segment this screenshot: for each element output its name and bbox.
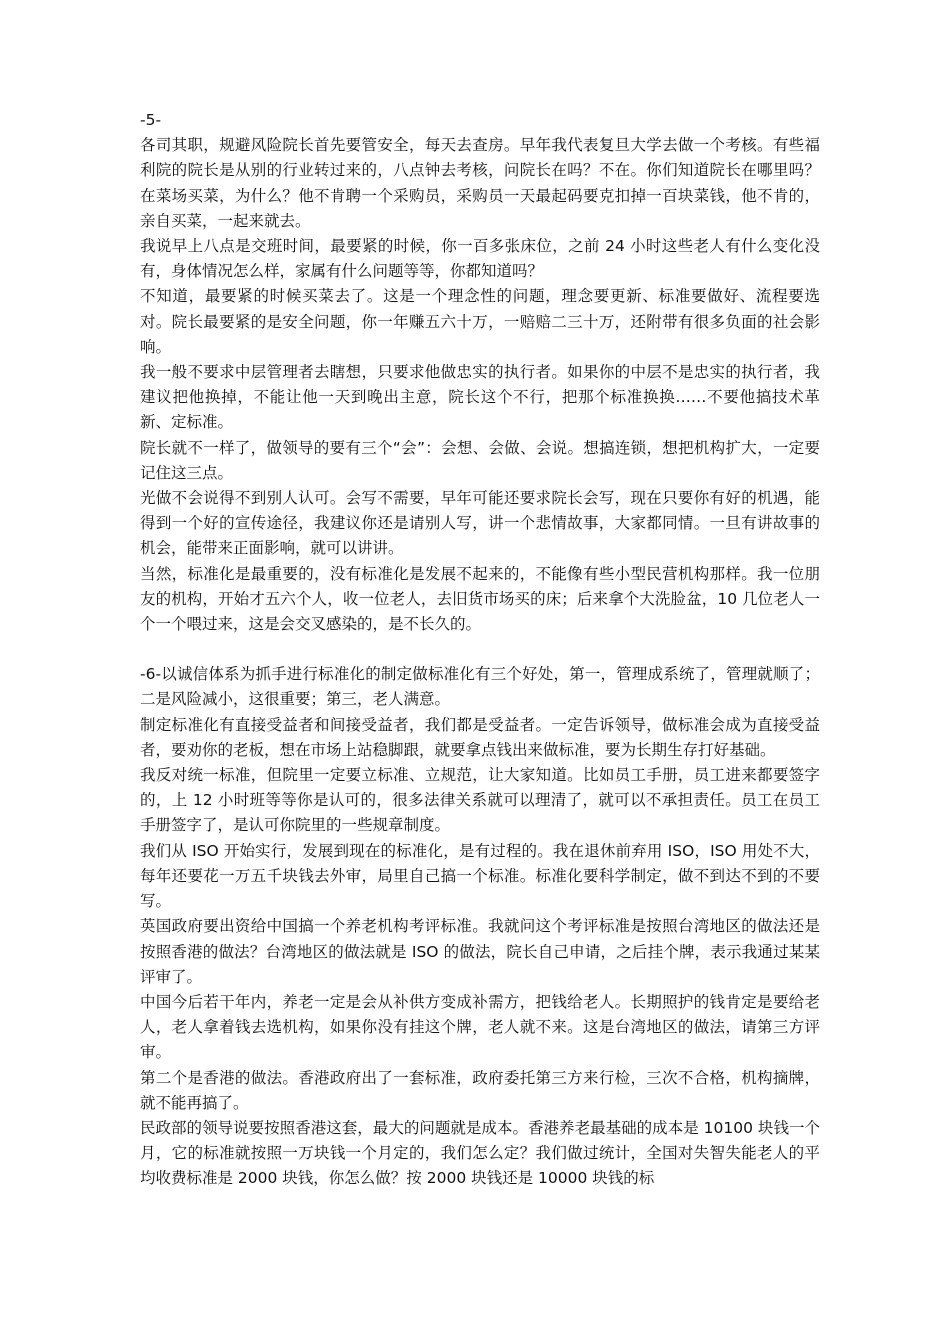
- section-6-heading-paragraph: [140, 662, 820, 712]
- section-gap: [140, 637, 820, 662]
- paragraph: 我一般不要求中层管理者去瞎想，只要求他做忠实的执行者。如果你的中层不是忠实的执行者，我建议把他换掉，不能让他一天到晚出主意，院长这个不行，把那个标准换换……不要他搞技术革新、定标准。: [140, 363, 820, 432]
- paragraph: 英国政府要出资给中国搞一个养老机构考评标准。我就问这个考评标准是按照台湾地区的做法还是按照香港的做法？台湾地区的做法就是 ISO 的做法，院长自己申请，之后挂个牌，表示我通过某某评审了。: [140, 917, 820, 986]
- page-number-6: -6-: [140, 665, 162, 684]
- paragraph: 民政部的领导说要按照香港这套，最大的问题就是成本。香港养老最基础的成本是 10100 块钱一个月，它的标准就按照一万块钱一个月定的，我们怎么定？我们做过统计，全国对失智失能老人的平均收费标准是 2000 块钱，你怎么做？按 2000 块钱还是 10000 块钱的标: [140, 1118, 820, 1188]
- page-number-5: -5-: [140, 111, 162, 129]
- paragraph: 我说早上八点是交班时间，最要紧的时候，你一百多张床位，之前 24 小时这些老人有什么变化没有，身体情况怎么样，家属有什么问题等等，你都知道吗？: [140, 237, 820, 281]
- paragraph: 制定标准化有直接受益者和间接受益者，我们都是受益者。一定告诉领导，做标准会成为直接受益者，要劝你的老板，想在市场上站稳脚跟，就要拿点钱出来做标准，要为长期生存打好基础。: [140, 715, 820, 759]
- paragraph: 当然，标准化是最重要的，没有标准化是发展不起来的，不能像有些小型民营机构那样。我一位朋友的机构，开始才五六个人，收一位老人，去旧货市场买的床；后来拿个大洗脸盆，10 几位老人一个一个喂过来，这是会交叉感染的，是不长久的。: [140, 564, 820, 634]
- paragraph: 我反对统一标准，但院里一定要立标准、立规范，让大家知道。比如员工手册，员工进来都要签字的，上 12 小时班等等你是认可的，很多法律关系就可以理清了，就可以不承担责任。员工在员工手册签字了，是认可你院里的一些规章制度。: [140, 766, 820, 835]
- paragraph: 院长就不一样了，做领导的要有三个“会”：会想、会做、会说。想搞连锁，想把机构扩大，一定要记住这三点。: [140, 438, 820, 482]
- paragraph: 各司其职，规避风险院长首先要管安全，每天去查房。早年我代表复旦大学去做一个考核。有些福利院的院长是从别的行业转过来的，八点钟去考核，问院长在吗？不在。你们知道院长在哪里吗？在菜场买菜，为什么？他不肯聘一个采购员，采购员一天最起码要克扣掉一百块菜钱，他不肯的，亲自买菜，一起来就去。: [140, 136, 820, 230]
- document-body: [140, 108, 820, 1192]
- paragraph-text: 以诚信体系为抓手进行标准化的制定做标准化有三个好处，第一，管理成系统了，管理就顺了；二是风险减小，这很重要；第三，老人满意。: [140, 665, 820, 709]
- paragraph: 不知道，最要紧的时候买菜去了。这是一个理念性的问题，理念要更新、标准要做好、流程要选对。院长最要紧的是安全问题，你一年赚五六十万，一赔赔二三十万，还附带有很多负面的社会影响。: [140, 287, 820, 356]
- paragraph: 我们从 ISO 开始实行，发展到现在的标准化，是有过程的。我在退休前弃用 ISO，ISO 用处不大，每年还要花一万五千块钱去外审，局里自己搞一个标准。标准化要科学制定，做不到达不到的不要写。: [140, 841, 820, 911]
- paragraph: 第二个是香港的做法。香港政府出了一套标准，政府委托第三方来行检，三次不合格，机构摘牌，就不能再搞了。: [140, 1068, 820, 1112]
- paragraph: 中国今后若干年内，养老一定是会从补供方变成补需方，把钱给老人。长期照护的钱肯定是要给老人，老人拿着钱去选机构，如果你没有挂这个牌，老人就不来。这是台湾地区的做法，请第三方评审。: [140, 992, 820, 1062]
- paragraph: 光做不会说得不到别人认可。会写不需要，早年可能还要求院长会写，现在只要你有好的机遇，能得到一个好的宣传途径，我建议你还是请别人写，讲一个悲情故事，大家都同情。一旦有讲故事的机会，能带来正面影响，就可以讲讲。: [140, 489, 820, 558]
